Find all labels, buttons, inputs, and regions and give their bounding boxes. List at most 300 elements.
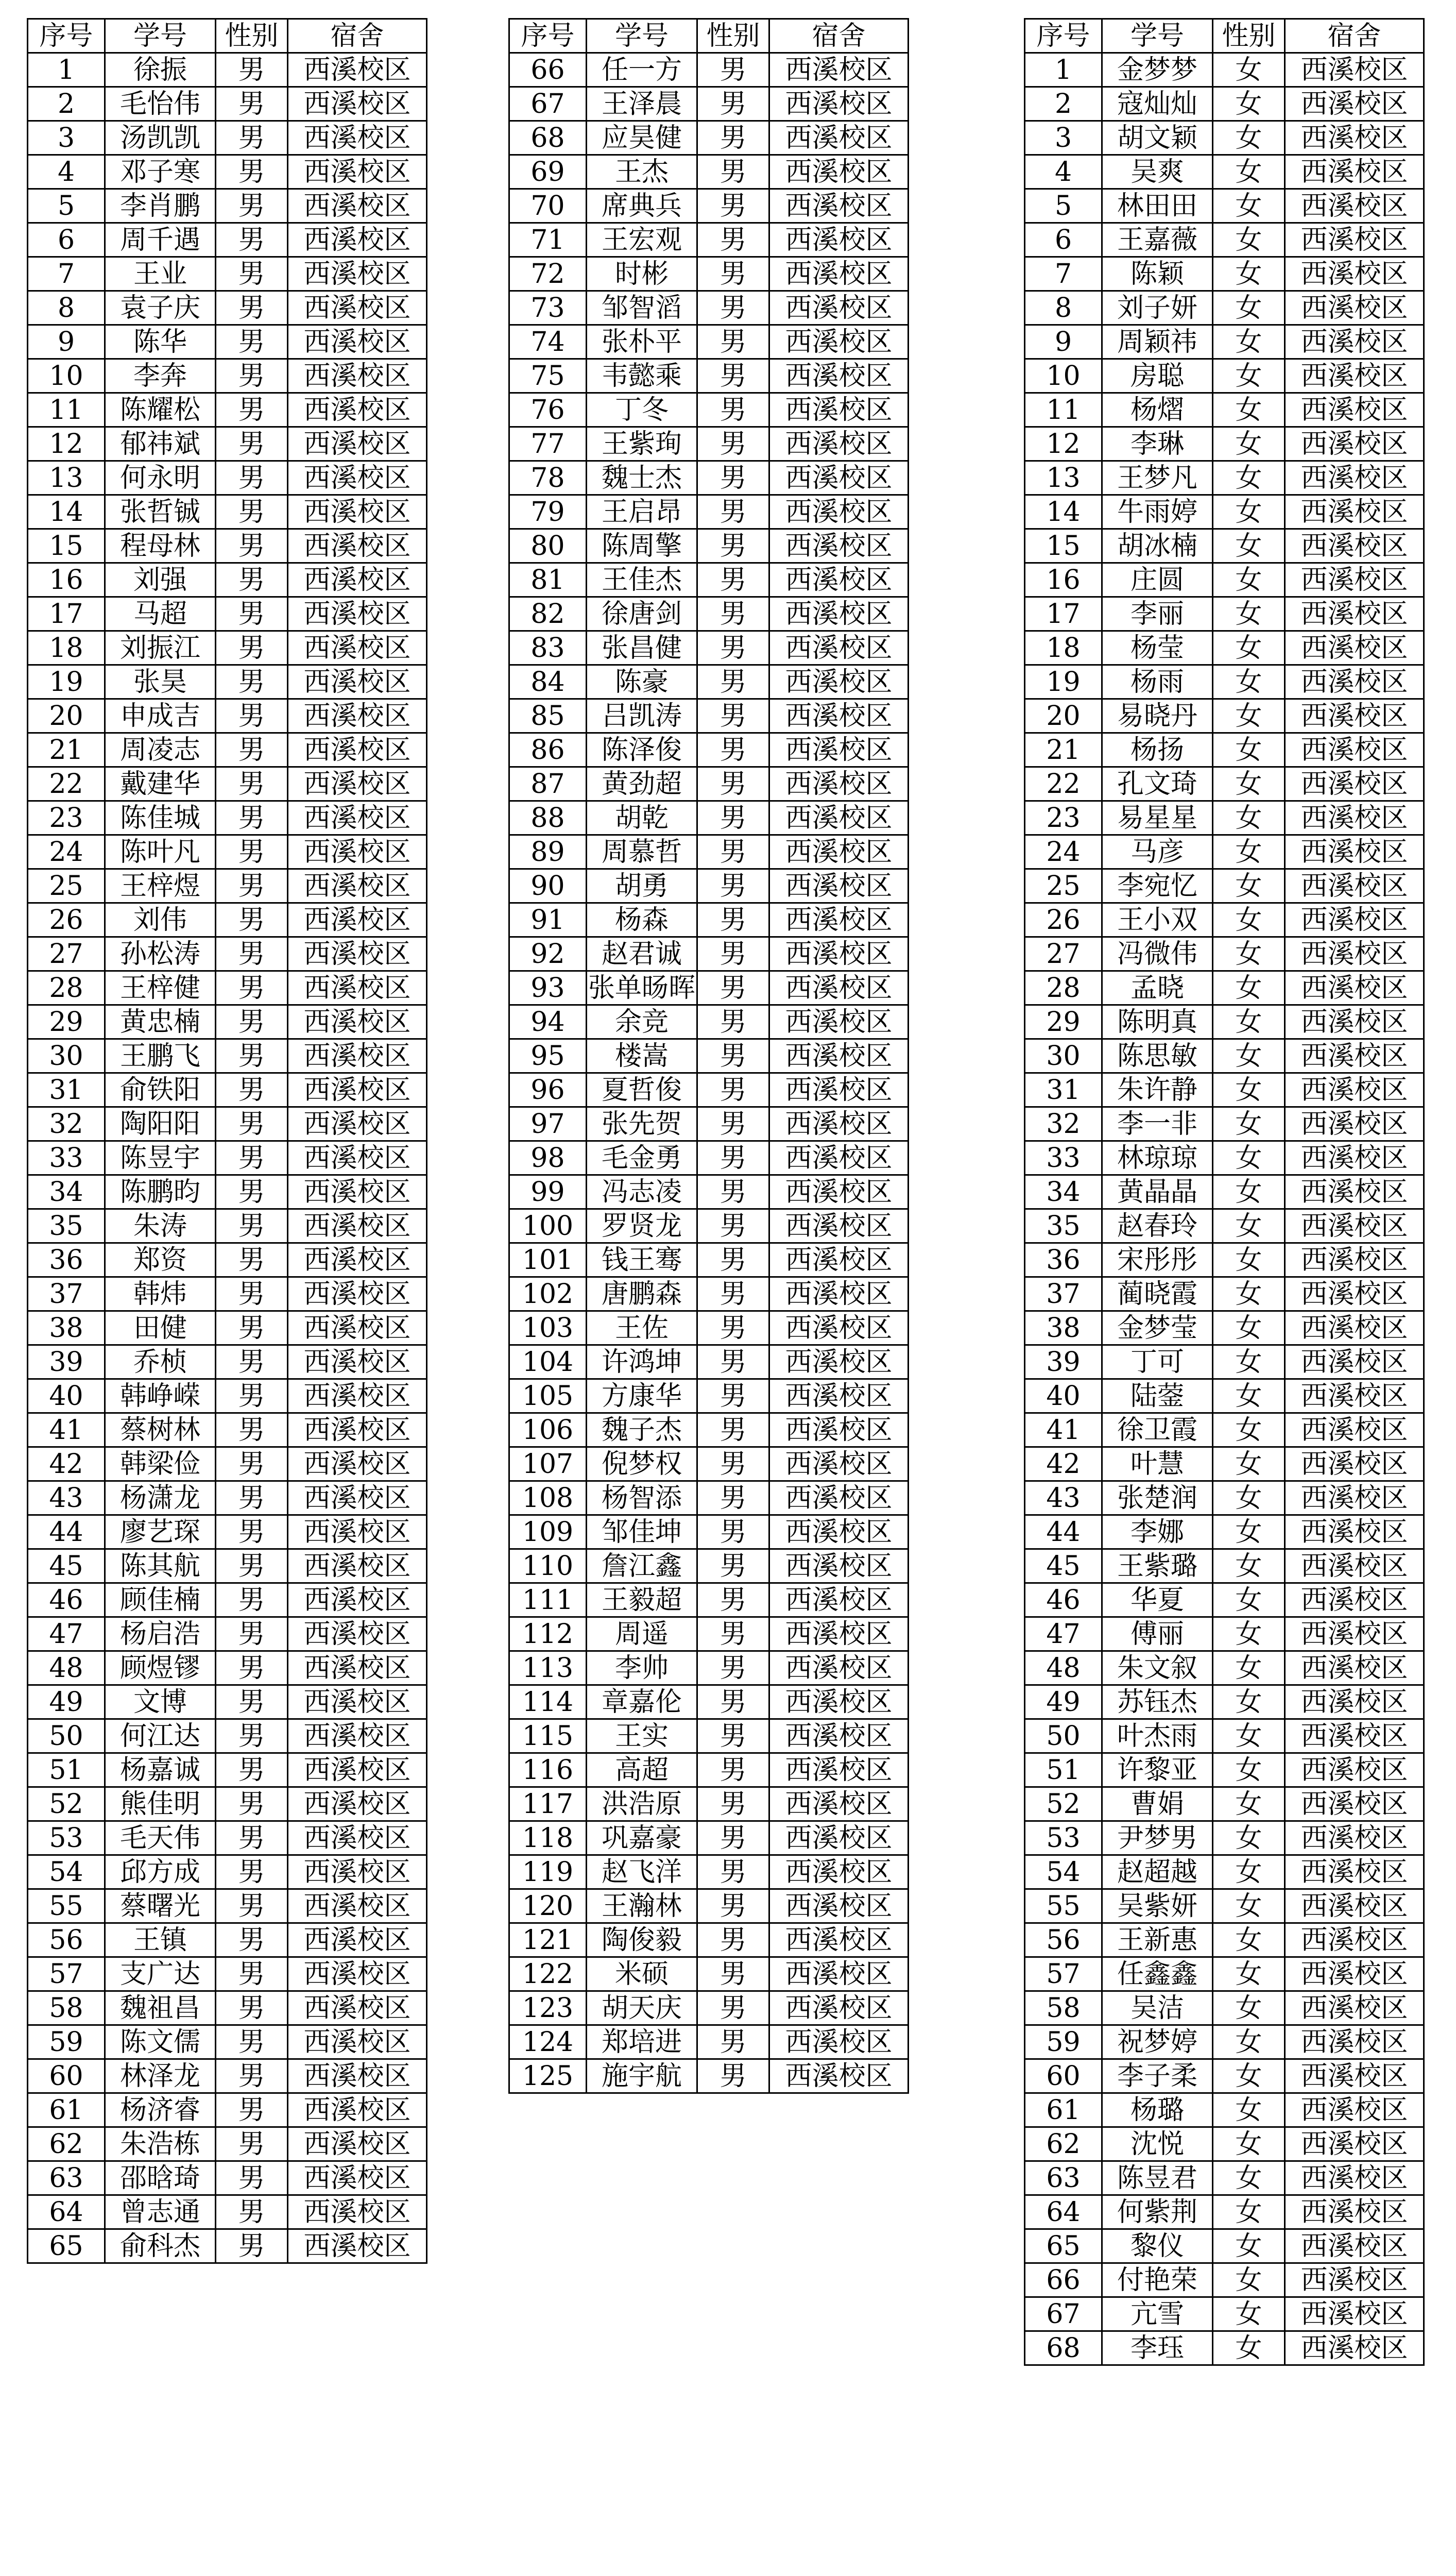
header-index: 序号	[1025, 19, 1102, 53]
cell-name: 宋彤彤	[1102, 1243, 1213, 1277]
cell-gender: 女	[1213, 699, 1285, 733]
cell-gender: 男	[697, 325, 769, 359]
cell-gender: 女	[1213, 1583, 1285, 1617]
cell-gender: 男	[216, 2195, 288, 2229]
cell-index: 50	[28, 1719, 105, 1753]
cell-name: 文博	[105, 1685, 216, 1719]
cell-dorm: 西溪校区	[288, 189, 427, 223]
cell-gender: 男	[697, 971, 769, 1005]
cell-name: 任鑫鑫	[1102, 1957, 1213, 1991]
cell-index: 13	[28, 461, 105, 495]
cell-index: 121	[509, 1923, 587, 1957]
cell-name: 林琼琼	[1102, 1141, 1213, 1175]
cell-gender: 男	[697, 1583, 769, 1617]
cell-name: 华夏	[1102, 1583, 1213, 1617]
table-row	[1025, 631, 1424, 665]
cell-name: 金梦梦	[1102, 53, 1213, 87]
header-gender: 性别	[697, 19, 769, 53]
cell-dorm: 西溪校区	[1285, 2161, 1424, 2195]
cell-index: 60	[28, 2059, 105, 2093]
cell-index: 46	[1025, 1583, 1102, 1617]
cell-name: 唐鹏森	[587, 1277, 697, 1311]
cell-index: 14	[1025, 495, 1102, 529]
cell-index: 60	[1025, 2059, 1102, 2093]
cell-name: 韩梁俭	[105, 1447, 216, 1481]
table-row	[1025, 1175, 1424, 1209]
cell-gender: 男	[216, 563, 288, 597]
table-row	[1025, 1685, 1424, 1719]
cell-gender: 男	[216, 2161, 288, 2195]
cell-index: 120	[509, 1889, 587, 1923]
table-row	[28, 1345, 427, 1379]
table-row	[28, 2059, 427, 2093]
cell-name: 施宇航	[587, 2059, 697, 2093]
cell-dorm: 西溪校区	[769, 665, 909, 699]
cell-dorm: 西溪校区	[769, 189, 909, 223]
table-row	[1025, 1209, 1424, 1243]
cell-gender: 男	[697, 53, 769, 87]
cell-gender: 女	[1213, 1039, 1285, 1073]
header-name: 学号	[105, 19, 216, 53]
cell-index: 70	[509, 189, 587, 223]
cell-index: 7	[1025, 257, 1102, 291]
cell-name: 李琳	[1102, 427, 1213, 461]
header-gender: 性别	[1213, 19, 1285, 53]
table-row	[28, 733, 427, 767]
cell-name: 李一非	[1102, 1107, 1213, 1141]
cell-name: 马超	[105, 597, 216, 631]
table-row	[509, 87, 909, 121]
cell-name: 钱王骞	[587, 1243, 697, 1277]
cell-dorm: 西溪校区	[1285, 1141, 1424, 1175]
cell-dorm: 西溪校区	[288, 1719, 427, 1753]
cell-index: 20	[1025, 699, 1102, 733]
cell-index: 84	[509, 665, 587, 699]
table-row	[28, 155, 427, 189]
cell-name: 赵超越	[1102, 1855, 1213, 1889]
table-row	[28, 801, 427, 835]
table-row	[1025, 461, 1424, 495]
cell-gender: 男	[697, 1073, 769, 1107]
cell-name: 戴建华	[105, 767, 216, 801]
table-row	[1025, 2263, 1424, 2297]
cell-name: 马彦	[1102, 835, 1213, 869]
table-row	[509, 1107, 909, 1141]
table-row	[509, 1243, 909, 1277]
cell-gender: 女	[1213, 1277, 1285, 1311]
table-row	[1025, 1107, 1424, 1141]
cell-index: 9	[1025, 325, 1102, 359]
cell-index: 43	[1025, 1481, 1102, 1515]
cell-name: 邱方成	[105, 1855, 216, 1889]
cell-index: 74	[509, 325, 587, 359]
cell-dorm: 西溪校区	[288, 903, 427, 937]
cell-index: 48	[28, 1651, 105, 1685]
cell-gender: 女	[1213, 665, 1285, 699]
cell-dorm: 西溪校区	[288, 155, 427, 189]
table-row	[509, 2025, 909, 2059]
cell-name: 程母林	[105, 529, 216, 563]
cell-index: 16	[28, 563, 105, 597]
cell-dorm: 西溪校区	[769, 1719, 909, 1753]
cell-gender: 男	[697, 1855, 769, 1889]
cell-name: 李丽	[1102, 597, 1213, 631]
cell-gender: 男	[697, 121, 769, 155]
table-row	[1025, 1141, 1424, 1175]
cell-index: 80	[509, 529, 587, 563]
cell-gender: 男	[697, 937, 769, 971]
cell-index: 25	[28, 869, 105, 903]
cell-gender: 女	[1213, 631, 1285, 665]
cell-name: 张单旸晖	[587, 971, 697, 1005]
cell-gender: 男	[697, 1039, 769, 1073]
cell-name: 张先贺	[587, 1107, 697, 1141]
cell-name: 毛怡伟	[105, 87, 216, 121]
header-dorm: 宿舍	[1285, 19, 1424, 53]
cell-index: 96	[509, 1073, 587, 1107]
cell-name: 赵飞洋	[587, 1855, 697, 1889]
table-row	[1025, 597, 1424, 631]
cell-gender: 男	[216, 1923, 288, 1957]
cell-gender: 女	[1213, 189, 1285, 223]
cell-name: 席典兵	[587, 189, 697, 223]
cell-gender: 女	[1213, 461, 1285, 495]
cell-index: 73	[509, 291, 587, 325]
cell-index: 14	[28, 495, 105, 529]
cell-dorm: 西溪校区	[769, 1923, 909, 1957]
cell-dorm: 西溪校区	[769, 1311, 909, 1345]
cell-gender: 女	[1213, 1311, 1285, 1345]
table-row	[28, 2093, 427, 2127]
cell-name: 丁可	[1102, 1345, 1213, 1379]
cell-dorm: 西溪校区	[288, 461, 427, 495]
cell-gender: 男	[697, 1821, 769, 1855]
table-row	[509, 257, 909, 291]
table-row	[509, 971, 909, 1005]
cell-gender: 女	[1213, 2127, 1285, 2161]
cell-dorm: 西溪校区	[769, 699, 909, 733]
cell-dorm: 西溪校区	[769, 121, 909, 155]
cell-dorm: 西溪校区	[288, 1821, 427, 1855]
cell-name: 周千遇	[105, 223, 216, 257]
table-row	[1025, 53, 1424, 87]
cell-dorm: 西溪校区	[1285, 733, 1424, 767]
table-row	[509, 1651, 909, 1685]
cell-name: 陈昱君	[1102, 2161, 1213, 2195]
cell-gender: 男	[216, 291, 288, 325]
cell-dorm: 西溪校区	[769, 223, 909, 257]
cell-gender: 女	[1213, 971, 1285, 1005]
cell-gender: 女	[1213, 1651, 1285, 1685]
cell-name: 杨扬	[1102, 733, 1213, 767]
table-row	[509, 767, 909, 801]
cell-name: 张楚润	[1102, 1481, 1213, 1515]
cell-gender: 男	[216, 1107, 288, 1141]
cell-dorm: 西溪校区	[288, 1073, 427, 1107]
cell-name: 李帅	[587, 1651, 697, 1685]
table-row	[509, 1753, 909, 1787]
cell-gender: 女	[1213, 1481, 1285, 1515]
table-row	[28, 529, 427, 563]
cell-dorm: 西溪校区	[1285, 291, 1424, 325]
cell-dorm: 西溪校区	[288, 563, 427, 597]
table-row	[28, 563, 427, 597]
table-row	[509, 835, 909, 869]
cell-dorm: 西溪校区	[769, 597, 909, 631]
cell-gender: 女	[1213, 2229, 1285, 2263]
table-row	[28, 1277, 427, 1311]
cell-gender: 男	[697, 87, 769, 121]
table-row	[28, 1821, 427, 1855]
cell-gender: 女	[1213, 2093, 1285, 2127]
cell-index: 39	[1025, 1345, 1102, 1379]
cell-name: 孙松涛	[105, 937, 216, 971]
cell-name: 何江达	[105, 1719, 216, 1753]
cell-name: 应昊健	[587, 121, 697, 155]
cell-index: 11	[28, 393, 105, 427]
table-row	[28, 1039, 427, 1073]
cell-index: 86	[509, 733, 587, 767]
cell-name: 房聪	[1102, 359, 1213, 393]
cell-index: 32	[28, 1107, 105, 1141]
cell-name: 陈泽俊	[587, 733, 697, 767]
cell-index: 54	[28, 1855, 105, 1889]
table-row	[509, 1787, 909, 1821]
cell-name: 杨启浩	[105, 1617, 216, 1651]
cell-gender: 男	[697, 1481, 769, 1515]
table-row	[509, 563, 909, 597]
cell-dorm: 西溪校区	[769, 495, 909, 529]
cell-name: 杨雨	[1102, 665, 1213, 699]
cell-gender: 女	[1213, 291, 1285, 325]
cell-name: 韩炜	[105, 1277, 216, 1311]
cell-name: 张朴平	[587, 325, 697, 359]
cell-gender: 女	[1213, 1379, 1285, 1413]
cell-dorm: 西溪校区	[1285, 1617, 1424, 1651]
cell-dorm: 西溪校区	[1285, 903, 1424, 937]
cell-dorm: 西溪校区	[288, 2195, 427, 2229]
cell-name: 章嘉伦	[587, 1685, 697, 1719]
table-row	[509, 529, 909, 563]
table-row	[509, 1719, 909, 1753]
cell-index: 34	[28, 1175, 105, 1209]
cell-name: 朱文叙	[1102, 1651, 1213, 1685]
cell-index: 22	[28, 767, 105, 801]
cell-dorm: 西溪校区	[288, 1447, 427, 1481]
cell-index: 61	[1025, 2093, 1102, 2127]
cell-index: 50	[1025, 1719, 1102, 1753]
cell-dorm: 西溪校区	[1285, 1243, 1424, 1277]
cell-index: 27	[28, 937, 105, 971]
cell-dorm: 西溪校区	[1285, 223, 1424, 257]
cell-gender: 女	[1213, 121, 1285, 155]
cell-dorm: 西溪校区	[769, 767, 909, 801]
cell-gender: 男	[216, 1719, 288, 1753]
cell-name: 亢雪	[1102, 2297, 1213, 2331]
table-row	[28, 1923, 427, 1957]
cell-dorm: 西溪校区	[1285, 1685, 1424, 1719]
cell-dorm: 西溪校区	[288, 1413, 427, 1447]
cell-name: 夏哲俊	[587, 1073, 697, 1107]
cell-index: 116	[509, 1753, 587, 1787]
cell-index: 54	[1025, 1855, 1102, 1889]
cell-dorm: 西溪校区	[769, 801, 909, 835]
table-row	[28, 1685, 427, 1719]
cell-gender: 女	[1213, 1413, 1285, 1447]
table-row	[509, 631, 909, 665]
cell-dorm: 西溪校区	[288, 1991, 427, 2025]
cell-dorm: 西溪校区	[1285, 1549, 1424, 1583]
table-row	[1025, 2195, 1424, 2229]
cell-name: 杨熠	[1102, 393, 1213, 427]
cell-name: 周凌志	[105, 733, 216, 767]
cell-gender: 女	[1213, 325, 1285, 359]
cell-index: 61	[28, 2093, 105, 2127]
table-row	[28, 1379, 427, 1413]
cell-dorm: 西溪校区	[1285, 1481, 1424, 1515]
cell-gender: 男	[216, 1039, 288, 1073]
cell-dorm: 西溪校区	[288, 1549, 427, 1583]
table-row	[1025, 1991, 1424, 2025]
cell-index: 125	[509, 2059, 587, 2093]
cell-gender: 女	[1213, 427, 1285, 461]
cell-index: 28	[28, 971, 105, 1005]
cell-name: 冯微伟	[1102, 937, 1213, 971]
table-row	[1025, 427, 1424, 461]
cell-dorm: 西溪校区	[288, 495, 427, 529]
cell-index: 99	[509, 1175, 587, 1209]
cell-gender: 男	[697, 1413, 769, 1447]
cell-index: 78	[509, 461, 587, 495]
cell-name: 叶杰雨	[1102, 1719, 1213, 1753]
cell-gender: 女	[1213, 903, 1285, 937]
table-row	[1025, 1277, 1424, 1311]
cell-index: 105	[509, 1379, 587, 1413]
cell-dorm: 西溪校区	[769, 1515, 909, 1549]
cell-gender: 男	[216, 1311, 288, 1345]
cell-gender: 男	[697, 1107, 769, 1141]
cell-dorm: 西溪校区	[1285, 1821, 1424, 1855]
cell-dorm: 西溪校区	[1285, 1719, 1424, 1753]
cell-dorm: 西溪校区	[1285, 1311, 1424, 1345]
cell-dorm: 西溪校区	[769, 1345, 909, 1379]
cell-index: 21	[1025, 733, 1102, 767]
cell-gender: 男	[697, 699, 769, 733]
header-row	[509, 19, 909, 53]
cell-dorm: 西溪校区	[1285, 597, 1424, 631]
table-row	[28, 835, 427, 869]
cell-index: 122	[509, 1957, 587, 1991]
cell-name: 寇灿灿	[1102, 87, 1213, 121]
cell-dorm: 西溪校区	[769, 1277, 909, 1311]
cell-name: 赵春玲	[1102, 1209, 1213, 1243]
cell-name: 邹佳坤	[587, 1515, 697, 1549]
cell-dorm: 西溪校区	[769, 1107, 909, 1141]
cell-index: 27	[1025, 937, 1102, 971]
table-row	[28, 1651, 427, 1685]
cell-name: 楼嵩	[587, 1039, 697, 1073]
table-row	[1025, 801, 1424, 835]
cell-gender: 男	[216, 1685, 288, 1719]
cell-dorm: 西溪校区	[288, 1481, 427, 1515]
cell-gender: 男	[216, 121, 288, 155]
cell-dorm: 西溪校区	[769, 53, 909, 87]
cell-index: 38	[1025, 1311, 1102, 1345]
table-row	[1025, 767, 1424, 801]
cell-dorm: 西溪校区	[769, 1141, 909, 1175]
table-row	[1025, 1039, 1424, 1073]
cell-index: 28	[1025, 971, 1102, 1005]
cell-name: 黄忠楠	[105, 1005, 216, 1039]
cell-index: 115	[509, 1719, 587, 1753]
table-row	[1025, 937, 1424, 971]
cell-index: 98	[509, 1141, 587, 1175]
table-row	[509, 1855, 909, 1889]
cell-gender: 男	[216, 1617, 288, 1651]
table-row	[509, 1345, 909, 1379]
cell-name: 陈昱宇	[105, 1141, 216, 1175]
cell-index: 35	[1025, 1209, 1102, 1243]
cell-index: 30	[28, 1039, 105, 1073]
cell-name: 王启昂	[587, 495, 697, 529]
cell-index: 5	[1025, 189, 1102, 223]
header-row	[28, 19, 427, 53]
cell-gender: 男	[216, 393, 288, 427]
cell-gender: 女	[1213, 1753, 1285, 1787]
cell-name: 沈悦	[1102, 2127, 1213, 2161]
cell-gender: 男	[216, 1583, 288, 1617]
cell-name: 付艳荣	[1102, 2263, 1213, 2297]
cell-dorm: 西溪校区	[1285, 2059, 1424, 2093]
cell-index: 15	[1025, 529, 1102, 563]
cell-name: 陈周擎	[587, 529, 697, 563]
table-row	[509, 1685, 909, 1719]
cell-index: 111	[509, 1583, 587, 1617]
cell-dorm: 西溪校区	[288, 631, 427, 665]
cell-gender: 男	[697, 1651, 769, 1685]
cell-index: 36	[1025, 1243, 1102, 1277]
roster-table-middle	[508, 18, 909, 2094]
table-row	[28, 325, 427, 359]
cell-dorm: 西溪校区	[769, 1209, 909, 1243]
cell-index: 1	[1025, 53, 1102, 87]
cell-name: 杨嘉诚	[105, 1753, 216, 1787]
cell-name: 刘伟	[105, 903, 216, 937]
cell-index: 41	[1025, 1413, 1102, 1447]
cell-dorm: 西溪校区	[769, 87, 909, 121]
cell-index: 43	[28, 1481, 105, 1515]
cell-index: 67	[1025, 2297, 1102, 2331]
cell-name: 支广达	[105, 1957, 216, 1991]
cell-dorm: 西溪校区	[288, 1889, 427, 1923]
cell-dorm: 西溪校区	[769, 1243, 909, 1277]
cell-gender: 女	[1213, 1005, 1285, 1039]
cell-dorm: 西溪校区	[1285, 1447, 1424, 1481]
cell-name: 邹智滔	[587, 291, 697, 325]
table-row	[28, 1073, 427, 1107]
table-row	[509, 869, 909, 903]
table-row	[509, 155, 909, 189]
cell-index: 21	[28, 733, 105, 767]
cell-index: 20	[28, 699, 105, 733]
table-row	[28, 1753, 427, 1787]
cell-index: 92	[509, 937, 587, 971]
table-row	[509, 937, 909, 971]
cell-dorm: 西溪校区	[288, 1923, 427, 1957]
cell-index: 52	[1025, 1787, 1102, 1821]
cell-gender: 女	[1213, 937, 1285, 971]
cell-gender: 男	[216, 223, 288, 257]
